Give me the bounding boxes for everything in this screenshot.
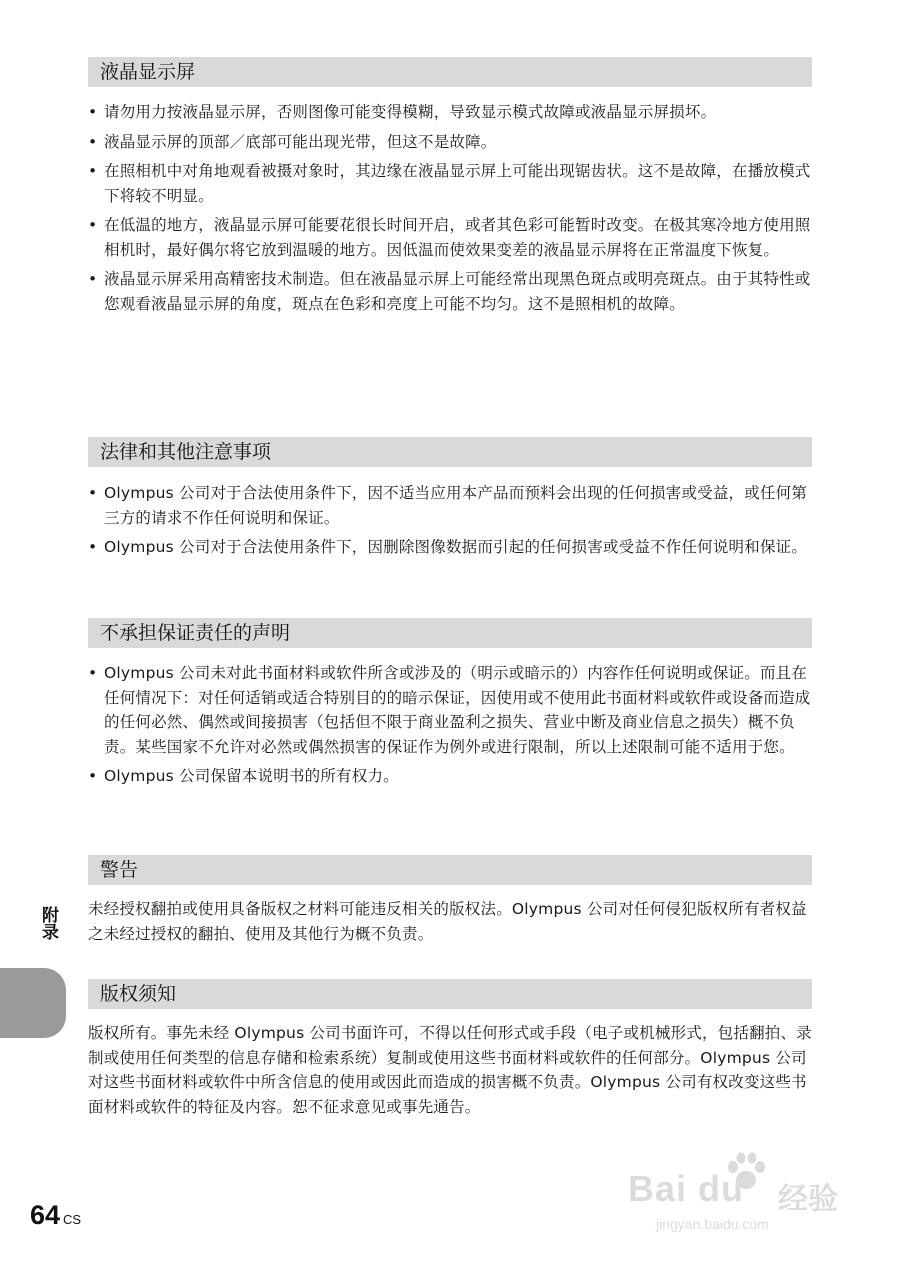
section-title-lcd: 液晶显示屏 [88,57,812,87]
bullet-icon: • [88,103,98,121]
bullet-icon: • [88,767,98,785]
watermark-cn: 经验 [778,1182,838,1217]
list-item: • 在低温的地方，液晶显示屏可能要花很长时间开启，或者其色彩可能暂时改变。在极其寒冷地方使用照相机时，最好偶尔将它放到温暖的地方。因低温而使效果变差的液晶显示屏将在正常温度下恢复。 [88,213,812,262]
section-title-warning: 警告 [88,855,812,885]
list-item: • Olympus 公司对于合法使用条件下，因删除图像数据而引起的任何损害或受益不作任何说明和保证。 [88,535,812,560]
side-tab-label: 附录 [38,906,58,940]
warning-paragraph: 未经授权翻拍或使用具备版权之材料可能违反相关的版权法。Olympus 公司对任何侵犯版权所有者权益之未经过授权的翻拍、使用及其他行为概不负责。 [88,900,807,943]
bullet-icon: • [88,538,98,556]
bullet-icon: • [88,270,98,288]
watermark-url: jingyan.baidu.com [656,1216,769,1232]
list-item: • 液晶显示屏的顶部／底部可能出现光带，但这不是故障。 [88,130,812,155]
baidu-watermark [628,1150,868,1240]
bullet-icon: • [88,216,98,234]
bullet-icon: • [88,664,98,682]
disclaimer-bullet-list [88,661,812,794]
legal-bullet-list [88,481,812,565]
section-title-copyright: 版权须知 [88,979,812,1009]
side-tab [0,968,66,1038]
watermark-brand: Bai du [628,1168,745,1209]
list-item: • 在照相机中对角地观看被摄对象时，其边缘在液晶显示屏上可能出现锯齿状。这不是故障，在播放模式下将较不明显。 [88,159,812,208]
page-number: 64 CS [30,1200,82,1230]
section-title-legal: 法律和其他注意事项 [88,437,812,467]
copyright-paragraph: 版权所有。事先未经 Olympus 公司书面许可，不得以任何形式或手段（电子或机械形式，包括翻拍、录制或使用任何类型的信息存储和检索系统）复制或使用这些书面材料或软件的任何部分。Olympus 公司对这些书面材料或软件中所含信息的使用或因此而造成的损害概不负责。Olympus 公司有权改变这些书面材料或软件的特征及内容。恕不征求意见或事先通告。 [88,1024,812,1116]
lcd-bullet-list [88,100,812,321]
list-item: • Olympus 公司未对此书面材料或软件所含或涉及的（明示或暗示的）内容作任何说明或保证。而且在任何情况下：对任何适销或适合特别目的的暗示保证，因使用或不使用此书面材料或软件或设备而造成的任何必然、偶然或间接损害（包括但不限于商业盈利之损失、营业中断及商业信息之损失）概不负责。某些国家不允许对必然或偶然损害的保证作为例外或进行限制，所以上述限制可能不适用于您。 [88,661,812,759]
list-item: • 液晶显示屏采用高精密技术制造。但在液晶显示屏上可能经常出现黑色斑点或明亮斑点。由于其特性或您观看液晶显示屏的角度，斑点在色彩和亮度上可能不均匀。这不是照相机的故障。 [88,267,812,316]
list-item: • Olympus 公司对于合法使用条件下，因不适当应用本产品而预料会出现的任何损害或受益，或任何第三方的请求不作任何说明和保证。 [88,481,812,530]
list-item: • Olympus 公司保留本说明书的所有权力。 [88,764,812,789]
list-item: • 请勿用力按液晶显示屏，否则图像可能变得模糊，导致显示模式故障或液晶显示屏损坏。 [88,100,812,125]
language-code: CS [63,1212,82,1227]
section-title-disclaimer: 不承担保证责任的声明 [88,618,812,648]
bullet-icon: • [88,162,98,180]
bullet-icon: • [88,484,98,502]
bullet-icon: • [88,132,98,151]
